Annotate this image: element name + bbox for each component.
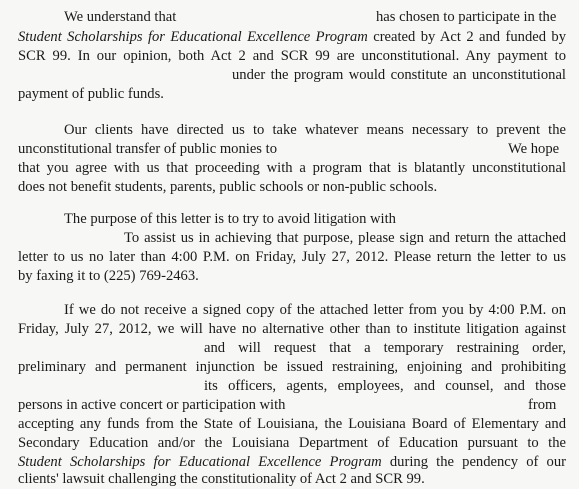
program-name: Student Scholarships for Educational Excellence Program [18,29,368,45]
p4-line-8: Secondary Education and/or the Louisiana Department of Education pursuant to the [18,435,566,451]
p4-line-4: preliminary and permanent injunction be issued restraining, enjoining and prohibiting [18,359,566,375]
p2-line-4: does not benefit students, parents, public schools or non-public schools. [18,179,438,195]
p4-line-7: accepting any funds from the State of Louisiana, the Louisiana Board of Elementary and [18,416,566,432]
p2-line-2a: unconstitutional transfer of public monies to [18,141,277,157]
program-name: Student Scholarships for Educational Excellence Program [18,454,382,470]
p4-line-5: its officers, agents, employees, and counsel, and those [204,378,566,394]
p2-line-3: that you agree with us that proceeding with a program that is blatantly unconstitutional [18,160,566,176]
p3-line-2: To assist us in achieving that purpose, please sign and return the attached [124,230,566,246]
p4-line-10: clients' lawsuit challenging the constitutionality of Act 2 and SCR 99. [18,471,425,487]
p4-line-1: If we do not receive a signed copy of the attached letter from you by 4:00 P.M. on [64,302,566,318]
p1-line-2: Student Scholarships for Educational Excellence Program created by Act 2 and funded by [18,29,566,45]
p3-line-1: The purpose of this letter is to try to avoid litigation with [64,211,396,227]
p3-line-4: by faxing it to (225) 769-2463. [18,268,199,284]
p3-line-3: letter to us no later than 4:00 P.M. on Friday, July 27, 2012. Please return the letter to us [18,249,566,265]
p2-line-2b: We hope [508,141,560,157]
p2-line-1: Our clients have directed us to take whatever means necessary to prevent the [64,122,566,138]
p1-line-1a: We understand that [64,9,177,25]
p1-line-4: under the program would constitute an unconstitutional [232,67,566,83]
p4-line-6b: from [528,397,557,413]
p4-line-6a: persons in active concert or participation with [18,397,286,413]
p1-line-3: SCR 99. In our opinion, both Act 2 and SCR 99 are unconstitutional. Any payment to [18,48,566,64]
p1-line-5: payment of public funds. [18,86,164,102]
p1-line-1b: has chosen to participate in the [376,9,557,25]
p4-line-2: Friday, July 27, 2012, we will have no alternative other than to institute litigation against [18,321,566,337]
p4-line-9: Student Scholarships for Educational Excellence Program during the pendency of our [18,454,566,470]
p4-line-3: and will request that a temporary restraining order, [204,340,566,356]
